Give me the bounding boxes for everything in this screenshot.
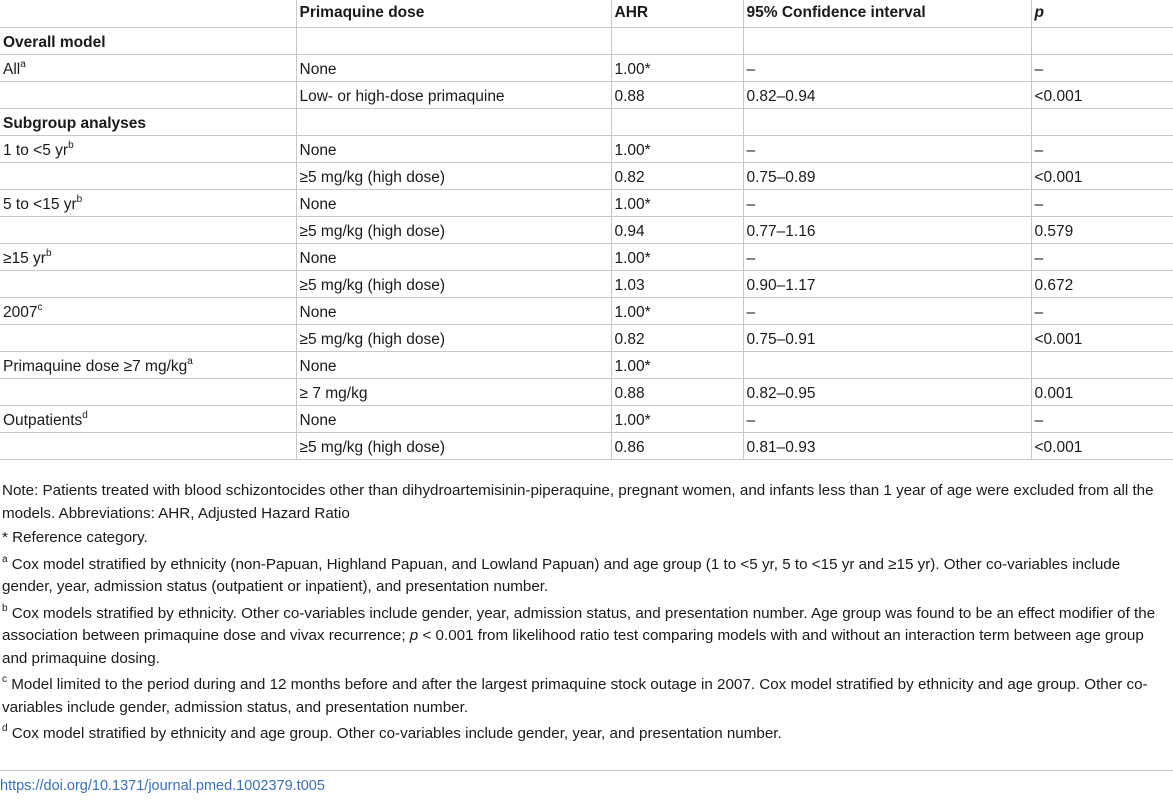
- ci-cell: 0.81–0.93: [743, 432, 1031, 459]
- footnote-marker: a: [187, 355, 193, 367]
- ci-cell: [743, 351, 1031, 378]
- ci-cell: 0.82–0.94: [743, 81, 1031, 108]
- ci-cell: –: [743, 405, 1031, 432]
- header-confidence-interval: 95% Confidence interval: [743, 0, 1031, 27]
- p-value-cell: <0.001: [1031, 81, 1173, 108]
- row-label: 5 to <15 $yr^b$: [0, 189, 296, 216]
- row-label: [0, 81, 296, 108]
- ahr-cell: 0.82: [611, 324, 743, 351]
- p-value-cell: –: [1031, 54, 1173, 81]
- header-blank: [0, 0, 296, 27]
- dose-cell: None: [296, 189, 611, 216]
- dose-cell: None: [296, 54, 611, 81]
- ahr-cell: 1.00*: [611, 243, 743, 270]
- doi-link[interactable]: https://doi.org/10.1371/journal.pmed.1002379.t005: [0, 778, 325, 794]
- row-label: Primaquine dose ≥7 $mg/kg^a$: [0, 351, 296, 378]
- table-row: [0, 324, 1173, 351]
- table-row: [0, 432, 1173, 459]
- dose-cell: ≥5 mg/kg (high dose): [296, 432, 611, 459]
- footnote-marker: d: [82, 409, 88, 421]
- table-row: [0, 378, 1173, 405]
- footnote-marker: b: [45, 247, 52, 259]
- ci-cell: –: [743, 243, 1031, 270]
- table-row: [0, 162, 1173, 189]
- p-value-cell: <0.001: [1031, 162, 1173, 189]
- p-value-cell: 0.672: [1031, 270, 1173, 297]
- ahr-cell: 1.00*: [611, 405, 743, 432]
- ci-cell: –: [743, 54, 1031, 81]
- table-footnotes: [2, 480, 1167, 750]
- ci-cell: 0.75–0.89: [743, 162, 1031, 189]
- p-value-cell: <0.001: [1031, 324, 1173, 351]
- row-label: 1 to <5 $yr^b$: [0, 135, 296, 162]
- p-value-cell: –: [1031, 405, 1173, 432]
- table-row: [0, 189, 1173, 216]
- row-label: 2007$^c$: [0, 297, 296, 324]
- ahr-cell: 1.00*: [611, 54, 743, 81]
- table-row: [0, 81, 1173, 108]
- table-row: [0, 297, 1173, 324]
- footnote-general: Note: Patients treated with blood schizontocides other than dihydroartemisinin-piperaquine, pregnant women, and infants less than 1 year of age were excluded from all the models. Abbreviations: AHR, Adjusted Hazard Ratio: [2, 482, 1154, 522]
- footnote-d: $^d$ Cox model stratified by ethnicity and age group. Other co-variables include gender, year, and presentation number.: [2, 723, 782, 742]
- ahr-cell: 0.86: [611, 432, 743, 459]
- ci-cell: –: [743, 189, 1031, 216]
- row-label: [0, 378, 296, 405]
- table-header-row: [0, 0, 1173, 27]
- ahr-cell: 1.00*: [611, 351, 743, 378]
- row-label: ≥15 $yr^b$: [0, 243, 296, 270]
- footnote-marker: c: [37, 301, 43, 313]
- ahr-cell: 0.88: [611, 81, 743, 108]
- p-value-cell: –: [1031, 243, 1173, 270]
- footer-divider: [0, 770, 1173, 771]
- dose-cell: Low- or high-dose primaquine: [296, 81, 611, 108]
- row-label: [0, 162, 296, 189]
- dose-cell: ≥5 mg/kg (high dose): [296, 216, 611, 243]
- section-row-overall: [0, 27, 1173, 54]
- dose-cell: ≥ 7 mg/kg: [296, 378, 611, 405]
- dose-cell: None: [296, 405, 611, 432]
- section-row-subgroup: [0, 108, 1173, 135]
- ahr-cell: 0.94: [611, 216, 743, 243]
- footnote-c: $^c$ Model limited to the period during and 12 months before and after the largest primaquine stock outage in 2007. Cox model stratified by ethnicity and age group. Other co-variables include gender, admission status, and presentation number.: [2, 674, 1148, 716]
- row-label: All$^a$: [0, 54, 296, 81]
- ahr-cell: 1.00*: [611, 189, 743, 216]
- dose-cell: ≥5 mg/kg (high dose): [296, 324, 611, 351]
- header-primaquine-dose: Primaquine dose: [296, 0, 611, 27]
- ahr-cell: 1.00*: [611, 297, 743, 324]
- ahr-cell: 0.88: [611, 378, 743, 405]
- section-label: Subgroup analyses: [0, 108, 296, 135]
- row-label: [0, 270, 296, 297]
- p-value-cell: 0.001: [1031, 378, 1173, 405]
- ci-cell: 0.75–0.91: [743, 324, 1031, 351]
- dose-cell: ≥5 mg/kg (high dose): [296, 270, 611, 297]
- table-row: [0, 270, 1173, 297]
- header-p-value: p: [1031, 0, 1173, 27]
- table-row: [0, 216, 1173, 243]
- section-label: Overall model: [0, 27, 296, 54]
- p-value-cell: –: [1031, 135, 1173, 162]
- row-label: [0, 324, 296, 351]
- p-value-cell: –: [1031, 297, 1173, 324]
- p-value-cell: 0.579: [1031, 216, 1173, 243]
- footnote-marker: b: [76, 193, 83, 205]
- row-label: [0, 216, 296, 243]
- table-row: [0, 405, 1173, 432]
- ahr-cell: 0.82: [611, 162, 743, 189]
- ahr-cell: 1.03: [611, 270, 743, 297]
- dose-cell: None: [296, 243, 611, 270]
- ci-cell: 0.77–1.16: [743, 216, 1031, 243]
- ci-cell: –: [743, 135, 1031, 162]
- dose-cell: ≥5 mg/kg (high dose): [296, 162, 611, 189]
- dose-cell: None: [296, 135, 611, 162]
- table-row: [0, 135, 1173, 162]
- p-value-cell: <0.001: [1031, 432, 1173, 459]
- footnote-marker: b: [68, 139, 74, 151]
- footnote-reference: * Reference category.: [2, 529, 148, 546]
- footnote-b: $^b$ Cox models stratified by ethnicity. Other co-variables include gender, year, admission status, and presentation number. Age group was found to be an effect modifier of the association between primaquine dose and vivax recurrence; p < 0.001 from likelihood ratio test comparing models with and without an interaction term between age group and primaquine dosing.: [2, 602, 1156, 667]
- dose-cell: None: [296, 297, 611, 324]
- p-value-cell: [1031, 351, 1173, 378]
- row-label: Outpatients$^d$: [0, 405, 296, 432]
- table-row: [0, 243, 1173, 270]
- ci-cell: –: [743, 297, 1031, 324]
- footnote-marker: a: [20, 58, 26, 70]
- table-row: [0, 54, 1173, 81]
- p-value-cell: –: [1031, 189, 1173, 216]
- ci-cell: 0.90–1.17: [743, 270, 1031, 297]
- row-label: [0, 432, 296, 459]
- dose-cell: None: [296, 351, 611, 378]
- footnote-a: $^a$ Cox model stratified by ethnicity (non-Papuan, Highland Papuan, and Lowland Papuan) and age group (1 to <5 yr, 5 to <15 yr and ≥15 yr). Other co-variables include gender, year, admission status (outpatient or inpatient), and presentation number.: [2, 553, 1121, 595]
- ahr-cell: 1.00*: [611, 135, 743, 162]
- ci-cell: 0.82–0.95: [743, 378, 1031, 405]
- header-ahr: AHR: [611, 0, 743, 27]
- table-body: [0, 27, 1173, 459]
- table-row: [0, 351, 1173, 378]
